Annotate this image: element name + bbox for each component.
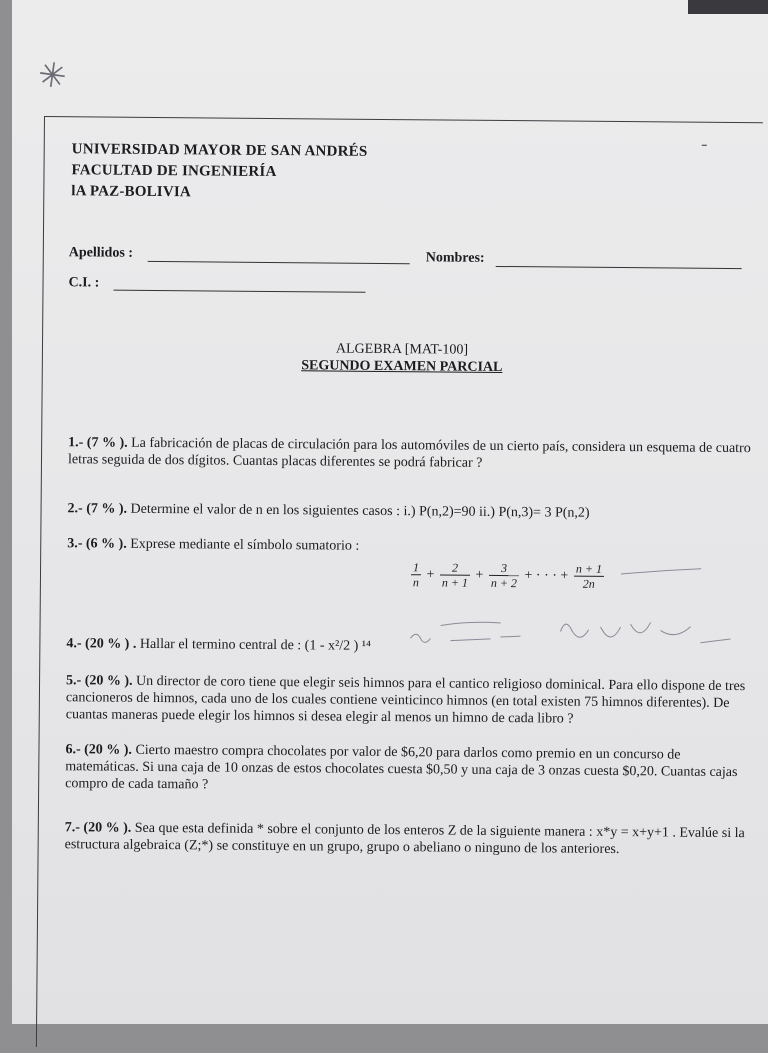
series-term: $\frac{1}{n}$	[412, 560, 420, 590]
series-term: $\frac{2}{n + 1}$	[440, 560, 470, 589]
question-7	[65, 819, 755, 859]
question-2	[67, 500, 757, 523]
university-header	[71, 139, 367, 205]
question-number: 7.- (20 % ).	[64, 820, 132, 836]
question-number: 6.- (20 % ).	[65, 742, 133, 758]
exam-sheet	[12, 0, 768, 1024]
question-number: 5.- (20 % ).	[66, 673, 133, 689]
exam-heading	[43, 338, 761, 378]
city-name: lA PAZ-BOLIVIA	[71, 183, 192, 201]
faculty-name: FACULTAD DE INGENIERÍA	[71, 162, 277, 181]
question-5	[66, 672, 756, 729]
question-text: Exprese mediante el símbolo sumatorio :	[130, 536, 360, 554]
question-text: Cierto maestro compra chocolates por valor de $6,20 para darlos como premio en un concurso de matemáticas. Si una caja de 10 onzas de estos chocolates cuesta $0,50 y una caja de 3 onzas cuesta $0,20. Cuantas cajas compro de cada tamaño ?	[65, 742, 738, 793]
question-text: Determine el valor de n en los siguientes casos : i.) P(n,2)=90 ii.) P(n,3)= 3 P(n,2)	[130, 501, 590, 521]
series-term: $\frac{n + 1}{2n}$	[574, 562, 604, 591]
course-code: ALGEBRA [MAT-100]	[335, 341, 469, 358]
exam-title: SEGUNDO EXAMEN PARCIAL	[301, 358, 503, 376]
ci-label: C.I. :	[68, 275, 100, 291]
nombres-label: Nombres:	[425, 250, 485, 266]
exam-frame	[36, 116, 763, 1053]
ci-field[interactable]	[113, 290, 365, 293]
question-1	[68, 434, 758, 474]
question-number: 2.- (7 % ).	[67, 501, 128, 517]
question-6	[65, 741, 755, 798]
apellidos-field[interactable]	[148, 261, 410, 264]
stray-mark	[702, 145, 707, 146]
apellidos-label: Apellidos :	[68, 245, 134, 261]
desk-corner	[688, 0, 768, 14]
question-text: Un director de coro tiene que elegir seis himnos para el cantico religioso dominical. Para ello dispone de tres cancioneros de himnos, cada uno de los cuales contiene veinticinco himnos (en total existen 75 himnos diferentes). De cuantas maneras puede elegir los himnos si desea elegir al menos un himno de cada libro ?	[65, 673, 746, 727]
nombres-field[interactable]	[496, 266, 742, 269]
question-text: Sea que esta definida * sobre el conjunto de los enteros Z de la siguiente manera : x*y = x+y+1 . Evalúe si la estructura algebraica (Z;*) se constituye en un grupo, grupo o abeliano o ninguno de los anteriores.	[64, 820, 745, 858]
series-expression: $\frac{1}{n}$ + $\frac{2}{n + 1}$ + $\frac{3}{n + 2}$ + · · · + $\frac{n + 1}{2n}$	[412, 560, 603, 591]
question-number: 3.- (6 % ).	[67, 536, 127, 552]
handwritten-notes	[400, 530, 741, 663]
question-text: Hallar el termino central de : (1 - x²/2 ) ¹⁴	[139, 636, 371, 654]
question-text: La fabricación de placas de circulación para los automóviles de un cierto país, considera un esquema de cuatro letras seguida de dos dígitos. Cuantas placas diferentes se podrá fabricar ?	[67, 435, 751, 471]
university-name: UNIVERSIDAD MAYOR DE SAN ANDRÉS	[71, 141, 368, 160]
question-number: 1.- (7 % ).	[68, 435, 128, 451]
series-term: $\frac{3}{n + 2}$	[489, 561, 519, 590]
handwritten-star-icon: ✳	[35, 54, 70, 98]
question-number: 4.- (20 % ) .	[66, 636, 137, 652]
